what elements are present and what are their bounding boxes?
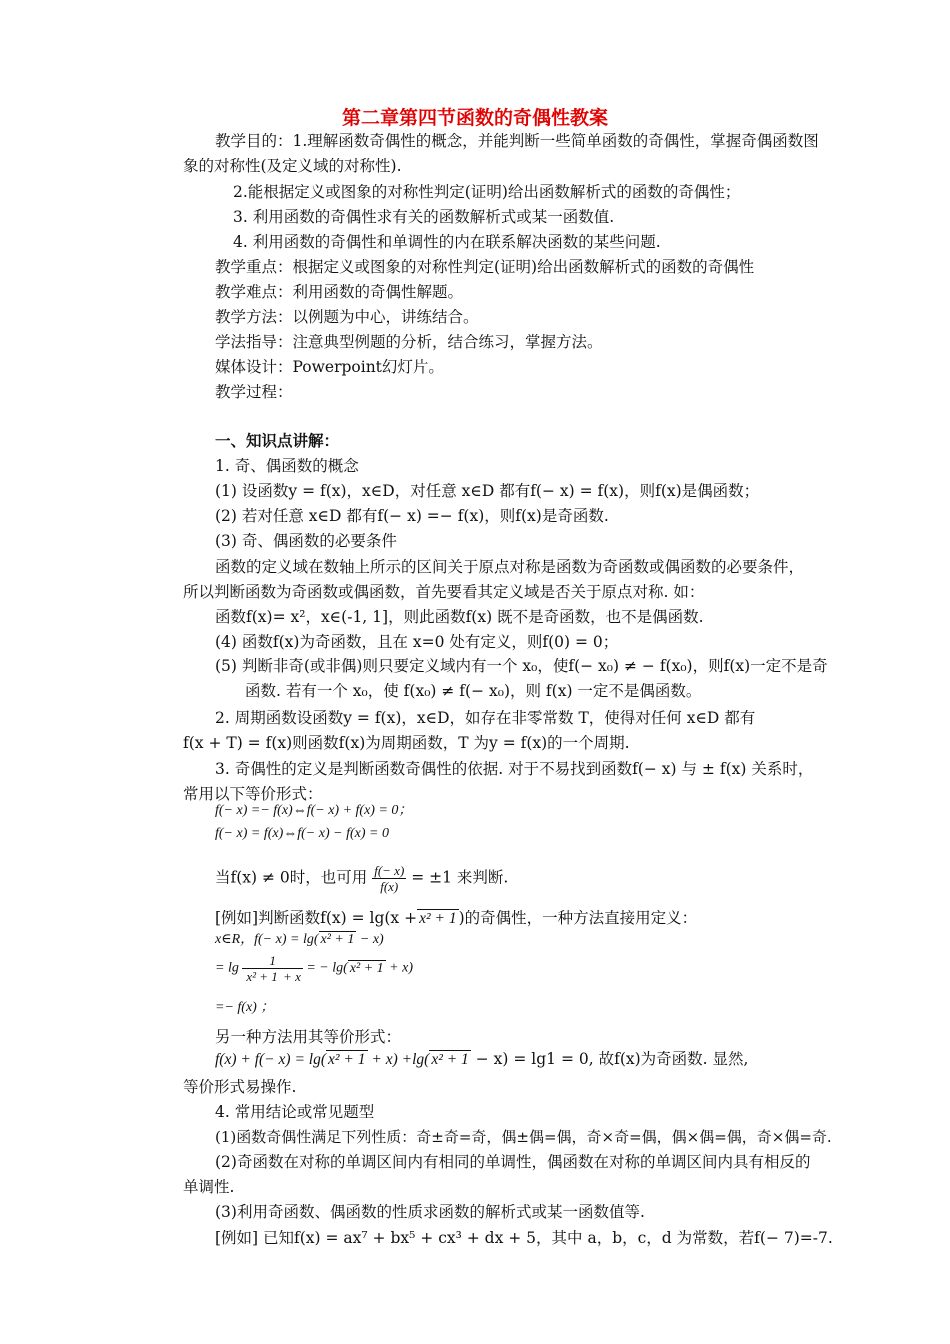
body-line: (2)奇函数在对称的单调区间内有相同的单调性，偶函数在对称的单调区间内具有相反的 [215,1153,811,1171]
body-line: 函数. 若有一个 x₀，使 f(x₀) ≠ f(− x₀)，则 f(x) 一定不是偶函数。 [245,682,702,700]
body-line: 2. 周期函数设函数y = f(x)，x∈D，如存在非零常数 T，使得对任何 x∈D 都有 [215,709,756,727]
body-line: (2) 若对任意 x∈D 都有f(− x) =− f(x)，则f(x)是奇函数. [215,507,609,525]
process-label: 教学过程： [215,383,293,401]
sqrt-expr: x² + 1 [419,910,457,927]
body-line: 3. 奇偶性的定义是判断函数奇偶性的依据. 对于不易找到函数f(− x) 与 ± f(x) 关系时， [215,760,814,778]
body-line: f(x + T) = f(x)则函数f(x)为周期函数，T 为y = f(x)的一个周期. [183,734,630,752]
objective-item-3: 3. 利用函数的奇偶性求有关的函数解析式或某一函数值. [233,208,615,226]
key-point: 教学重点：根据定义或图象的对称性判定(证明)给出函数解析式的函数的奇偶性 [215,258,755,276]
body-line: 1. 奇、偶函数的概念 [215,457,359,475]
sqrt-expr: x² + 1 [349,960,384,976]
body-line: 函数f(x)= x²，x∈(-1, 1]，则此函数f(x) 既不是奇函数，也不是偶函数. [215,608,704,626]
body-line: (3) 奇、偶函数的必要条件 [215,532,397,550]
example-1-line [215,907,697,930]
body-line: (5) 判断非奇(或非偶)则只要定义域内有一个 x₀，使f(− x₀) ≠ − f(x₀)，则f(x)一定不是奇 [215,657,828,675]
body-line: (3)利用奇函数、偶函数的性质求函数的解析式或某一函数值等. [215,1203,645,1221]
deriv-den-tail: + x [279,969,301,984]
study-guide: 学法指导：注意典型例题的分析，结合练习，掌握方法。 [215,333,603,351]
media-design: 媒体设计：Powerpoint幻灯片。 [215,358,444,376]
equiv-proof-3: − x) = lg1 = 0, 故f(x)为奇函数. 显然, [470,1050,749,1068]
ratio-denominator: f(x) [380,879,399,894]
ratio-text: 当f(x) ≠ 0时，也可用 [215,868,368,887]
deriv-fraction [242,953,303,984]
body-line: 4. 常用结论或常见题型 [215,1103,375,1121]
body-line: (1) 设函数y = f(x)，x∈D，对任意 x∈D 都有f(− x) = f(x)，则f(x)是偶函数； [215,482,760,500]
deriv-2-tail: + x) [385,960,413,976]
example-1-tail: )的奇偶性，一种方法直接用定义： [458,909,698,927]
sqrt-expr: x² + 1 [320,932,355,947]
equiv-proof-line [215,1048,748,1071]
ratio-tail: = ±1 来判断. [411,868,509,887]
objective-line-1: 教学目的：1.理解函数奇偶性的概念，并能判断一些简单函数的奇偶性，掌握奇偶函数图 [215,132,819,150]
deriv-line-1 [215,929,384,951]
body-line: [例如] 已知f(x) = ax⁷ + bx⁵ + cx³ + dx + 5，其中 a，b，c，d 为常数，若f(− 7)=-7. [215,1229,833,1247]
sqrt-expr: x² + 1 [328,1051,366,1068]
deriv-2-lg: = lg [215,960,239,976]
document-title: 第二章第四节函数的奇偶性教案 [341,107,608,129]
method: 教学方法：以例题为中心，讲练结合。 [215,308,479,326]
body-line: 另一种方法用其等价形式： [215,1028,402,1046]
body-line: 单调性. [183,1178,235,1196]
ratio-numerator: f(− x) [374,863,405,878]
body-line: 所以判断函数为奇函数或偶函数，首先要看其定义域是否关于原点对称. 如： [183,583,705,601]
equiv-proof-1: f(x) + f(− x) = lg( [215,1051,326,1068]
difficulty: 教学难点：利用函数的奇偶性解题。 [215,283,464,301]
objective-item-4: 4. 利用函数的奇偶性和单调性的内在联系解决函数的某些问题. [233,233,661,251]
body-line: (1)函数奇偶性满足下列性质：奇±奇=奇，偶±偶=偶，奇×奇=偶，偶×偶=偶，奇×偶=奇. [215,1128,832,1146]
equiv-proof-2: + x) +lg( [367,1051,430,1068]
example-1-text: [例如]判断函数f(x) = lg(x + [215,909,418,927]
deriv-line-3: =− f(x) ； [215,1000,275,1015]
body-line: 函数的定义域在数轴上所示的区间关于原点对称是函数为奇函数或偶函数的必要条件， [215,558,805,576]
objective-item-2: 2.能根据定义或图象的对称性判定(证明)给出函数解析式的函数的奇偶性； [233,183,741,201]
ratio-line [215,863,508,894]
deriv-numerator: 1 [242,953,303,969]
equiv-formula-1: f(− x) =− f(x)⇔f(− x) + f(x) = 0； [215,803,413,818]
objective-line-2: 象的对称性(及定义域的对称性). [183,157,402,175]
deriv-1-tail: − x) [356,932,384,947]
equiv-formula-2: f(− x) = f(x)⇔f(− x) − f(x) = 0 [215,826,389,841]
ratio-fraction [372,863,406,894]
sqrt-expr: x² + 1 [431,1051,469,1068]
deriv-denominator [242,969,303,984]
deriv-line-2 [215,953,413,984]
deriv-1-text: x∈R，f(− x) = lg( [215,932,319,947]
section-heading: 一、知识点讲解： [215,432,340,450]
body-line: 等价形式易操作. [183,1078,297,1096]
body-line: 常用以下等价形式： [183,785,323,803]
body-line: (4) 函数f(x)为奇函数，且在 x=0 处有定义，则f(0) = 0； [215,633,619,651]
sqrt-expr: x² + 1 [246,969,278,984]
deriv-2-mid: = − lg( [306,960,348,976]
